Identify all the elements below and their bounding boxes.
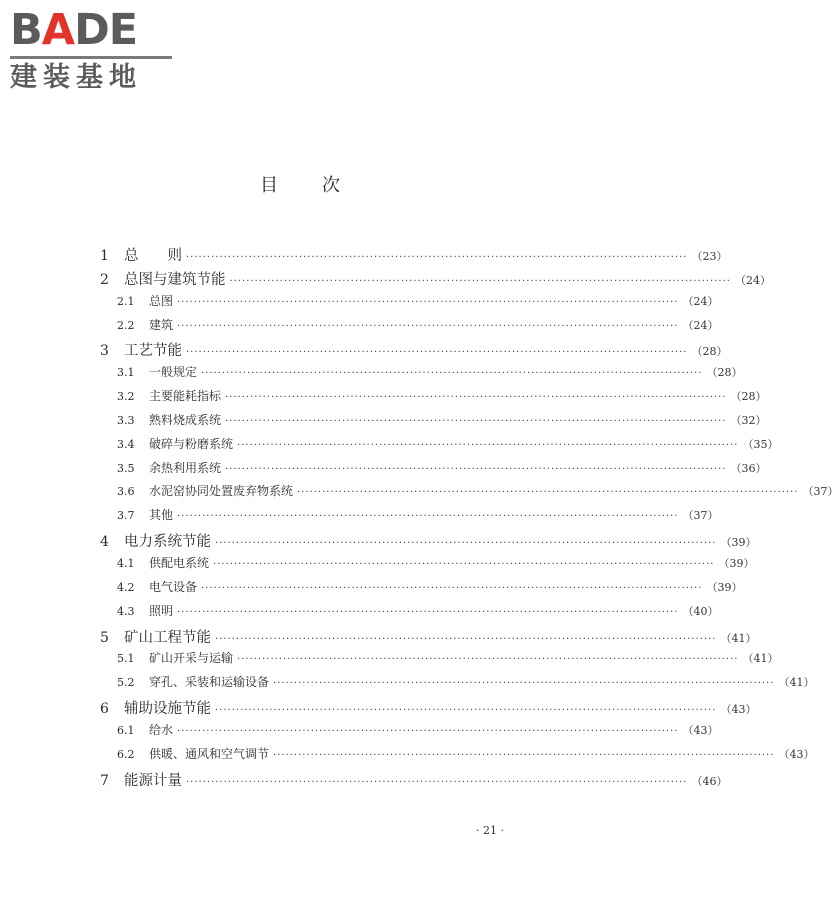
toc-entry-label: 总图: [149, 293, 174, 308]
toc-chapter-entry: [100, 626, 757, 650]
toc-entry-page: （39）: [706, 580, 743, 594]
toc-entry-label: 总图与建筑节能: [124, 271, 226, 288]
toc-leader-dots: ························································································································: [297, 487, 799, 499]
toc-section-entry: [100, 649, 779, 673]
toc-section-entry: [100, 506, 719, 530]
toc-entry-number: 3.6: [117, 485, 135, 499]
toc-entry-label: 余热利用系统: [149, 460, 222, 475]
toc-entry-number: 4.1: [117, 556, 135, 570]
toc-leader-dots: ························································································································: [186, 776, 688, 788]
toc-chapter-entry: [100, 339, 728, 363]
toc-entry-page: （39）: [720, 536, 757, 550]
toc-section-entry: [100, 387, 767, 411]
toc-section-entry: [100, 435, 779, 459]
toc-leader-dots: ························································································································: [225, 463, 727, 475]
toc-entry-page: （32）: [730, 413, 767, 427]
toc-section-entry: [100, 482, 838, 506]
toc-entry-page: （28）: [730, 390, 767, 404]
toc-entry-label: 供配电系统: [149, 555, 210, 570]
toc-entry-label: 其他: [149, 508, 174, 523]
toc-entry-label: 供暖、通风和空气调节: [149, 746, 270, 761]
toc-entry-number: 6: [100, 701, 109, 718]
toc-entry-page: （28）: [706, 366, 743, 380]
toc-leader-dots: ························································································································: [237, 439, 739, 451]
toc-leader-dots: ························································································································: [177, 296, 679, 308]
table-of-contents: [100, 244, 838, 792]
toc-entry-page: （46）: [691, 774, 728, 788]
toc-entry-number: 3.5: [117, 461, 135, 475]
toc-section-entry: [100, 602, 719, 626]
toc-section-entry: [100, 554, 755, 578]
toc-leader-dots: ························································································································: [177, 511, 679, 523]
toc-entry-number: 4.2: [117, 580, 135, 594]
toc-entry-label: 照明: [149, 603, 174, 618]
toc-leader-dots: ························································································································: [186, 347, 688, 359]
toc-entry-page: （28）: [691, 345, 728, 359]
toc-entry-number: 3.3: [117, 413, 135, 427]
toc-entry-page: （24）: [734, 273, 771, 287]
toc-entry-number: 2: [100, 271, 109, 288]
logo-letter-a: A: [41, 5, 75, 55]
toc-leader-dots: ························································································································: [215, 538, 717, 550]
toc-entry-number: 5.2: [117, 676, 135, 690]
toc-entry-number: 3.2: [117, 390, 135, 404]
toc-section-entry: [100, 578, 743, 602]
toc-chapter-entry: [100, 697, 757, 721]
toc-entry-page: （43）: [778, 747, 815, 761]
toc-entry-number: 4: [100, 534, 109, 551]
logo-subtitle: 建装基地: [10, 62, 142, 93]
toc-entry-page: （40）: [682, 604, 719, 618]
toc-entry-page: （24）: [682, 318, 719, 332]
toc-entry-number: 1: [100, 248, 109, 264]
toc-entry-number: 4.3: [117, 604, 135, 618]
toc-entry-label: 建筑: [149, 317, 174, 332]
toc-entry-label: 辅助设施节能: [124, 701, 211, 718]
logo-letters-de: DE: [74, 5, 138, 55]
toc-entry-page: （37）: [802, 485, 838, 499]
toc-leader-dots: ························································································································: [177, 320, 679, 332]
toc-entry-page: （35）: [742, 437, 779, 451]
toc-entry-page: （37）: [682, 509, 719, 523]
logo: [10, 6, 175, 94]
toc-entry-label: 穿孔、采装和运输设备: [149, 675, 270, 690]
toc-entry-page: （24）: [682, 294, 719, 308]
toc-entry-label: 电气设备: [149, 579, 198, 594]
logo-wordmark: [10, 6, 137, 54]
toc-entry-label: 工艺节能: [124, 343, 182, 360]
toc-entry-label: 能源计量: [124, 772, 182, 789]
toc-section-entry: [100, 363, 743, 387]
toc-entry-label: 破碎与粉磨系统: [149, 436, 234, 451]
toc-leader-dots: ························································································································: [201, 582, 703, 594]
toc-entry-number: 6.2: [117, 747, 135, 761]
toc-section-entry: [100, 673, 815, 697]
toc-section-entry: [100, 316, 719, 340]
toc-leader-dots: ························································································································: [273, 749, 775, 761]
toc-chapter-entry: [100, 268, 771, 292]
toc-chapter-entry: [100, 244, 728, 268]
toc-leader-dots: ························································································································: [229, 275, 731, 287]
toc-leader-dots: ························································································································: [177, 725, 679, 737]
toc-entry-page: （43）: [720, 703, 757, 717]
toc-leader-dots: ························································································································: [215, 633, 717, 645]
toc-leader-dots: ························································································································: [273, 678, 775, 690]
toc-entry-page: （36）: [730, 461, 767, 475]
toc-entry-number: 5.1: [117, 652, 135, 666]
toc-leader-dots: ························································································································: [225, 415, 727, 427]
logo-letter-b: B: [10, 5, 42, 55]
toc-entry-number: 3: [100, 343, 109, 360]
toc-entry-number: 5: [100, 629, 109, 646]
toc-leader-dots: ························································································································: [177, 606, 679, 618]
toc-entry-number: 6.1: [117, 723, 135, 737]
toc-section-entry: [100, 745, 815, 769]
toc-entry-label: 矿山工程节能: [124, 629, 211, 646]
toc-leader-dots: ························································································································: [225, 392, 727, 404]
toc-title: 目次: [260, 175, 384, 196]
toc-entry-page: （39）: [718, 556, 755, 570]
toc-entry-label: 熟料烧成系统: [149, 412, 222, 427]
toc-section-entry: [100, 459, 767, 483]
page-number: · 21 ·: [476, 824, 504, 837]
toc-entry-label: 水泥窑协同处置废弃物系统: [149, 484, 294, 499]
toc-entry-number: 7: [100, 772, 109, 789]
toc-chapter-entry: [100, 530, 757, 554]
toc-entry-number: 2.1: [117, 294, 135, 308]
toc-leader-dots: ························································································································: [213, 558, 715, 570]
toc-entry-label: 电力系统节能: [124, 534, 211, 551]
toc-entry-label: 矿山开采与运输: [149, 651, 234, 666]
toc-chapter-entry: [100, 769, 728, 793]
toc-entry-number: 2.2: [117, 318, 135, 332]
toc-entry-label: 给水: [149, 722, 174, 737]
toc-section-entry: [100, 411, 767, 435]
toc-leader-dots: ························································································································: [237, 654, 739, 666]
toc-leader-dots: ························································································································: [186, 252, 688, 263]
toc-leader-dots: ························································································································: [201, 368, 703, 380]
toc-entry-page: （41）: [720, 631, 757, 645]
toc-entry-label: 主要能耗指标: [149, 389, 222, 404]
toc-entry-page: （23）: [691, 250, 728, 263]
toc-entry-number: 3.4: [117, 437, 135, 451]
toc-entry-label: 总 则: [124, 248, 182, 264]
logo-underline: [10, 56, 172, 59]
toc-entry-page: （43）: [682, 723, 719, 737]
toc-section-entry: [100, 292, 719, 316]
toc-section-entry: [100, 721, 719, 745]
toc-entry-page: （41）: [742, 652, 779, 666]
toc-entry-number: 3.7: [117, 509, 135, 523]
toc-entry-label: 一般规定: [149, 365, 198, 380]
toc-entry-number: 3.1: [117, 366, 135, 380]
toc-entry-page: （41）: [778, 676, 815, 690]
toc-leader-dots: ························································································································: [215, 705, 717, 717]
